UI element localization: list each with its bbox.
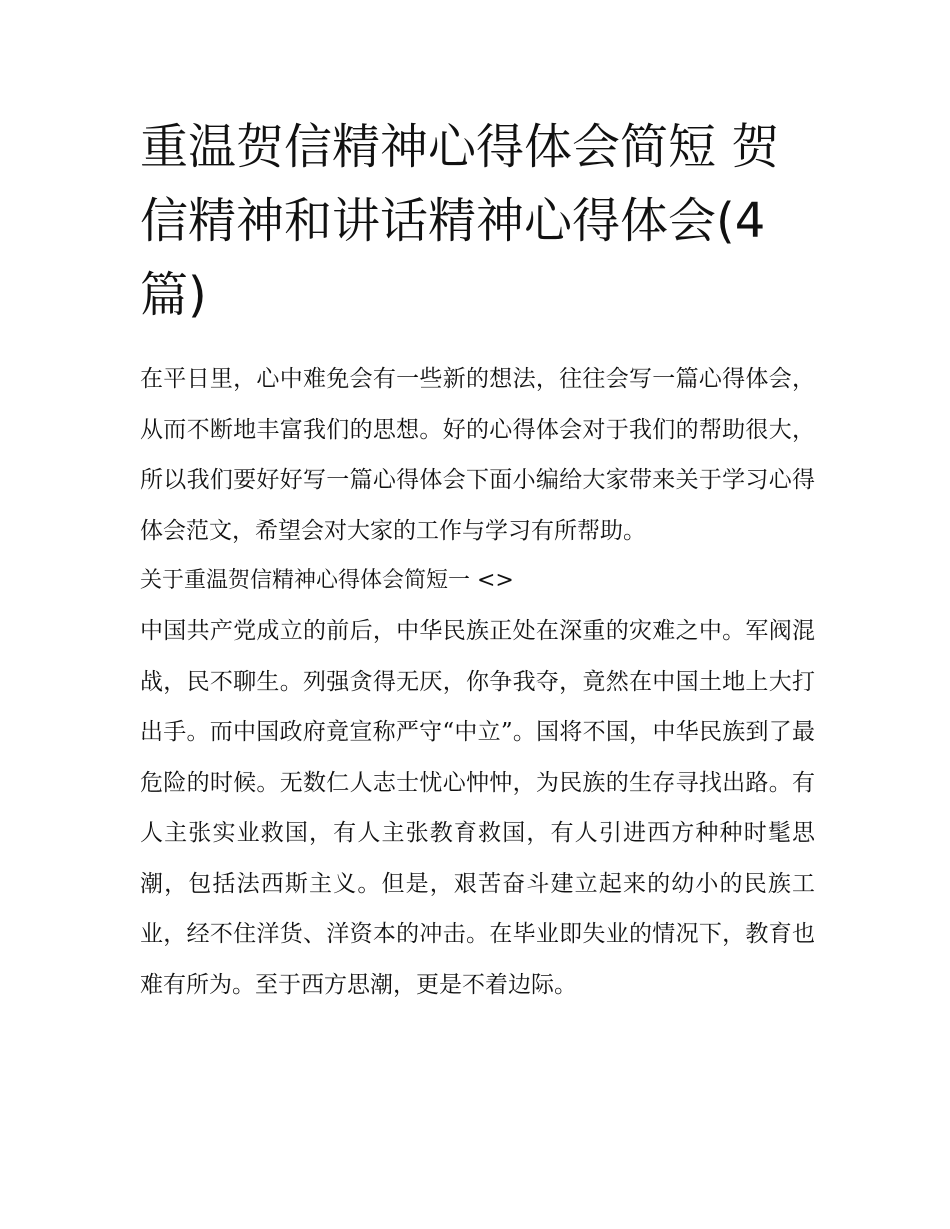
section-heading: 关于重温贺信精神心得体会简短一 <>	[140, 568, 514, 593]
document-page	[140, 110, 815, 1010]
intro-paragraph: 在平日里，心中难免会有一些新的想法，往往会写一篇心得体会，从而不断地丰富我们的思想。好的心得体会对于我们的帮助很大，所以我们要好好写一篇心得体会下面小编给大家带来关于学习心得体会范文，希望会对大家的工作与学习有所帮助。	[140, 366, 815, 544]
document-title: 重温贺信精神心得体会简短 贺信精神和讲话精神心得体会(4篇)	[140, 119, 780, 323]
body-paragraph: 中国共产党成立的前后，中华民族正处在深重的灾难之中。军阀混战，民不聊生。列强贪得无厌，你争我夺，竟然在中国土地上大打出手。而中国政府竟宣称严守“中立”。国将不国，中华民族到了最危险的时候。无数仁人志士忧心忡忡，为民族的生存寻找出路。有人主张实业救国，有人主张教育救国，有人引进西方种种时髦思潮，包括法西斯主义。但是，艰苦奋斗建立起来的幼小的民族工业，经不住洋货、洋资本的冲击。在毕业即失业的情况下，教育也难有所为。至于西方思潮，更是不着边际。	[140, 618, 815, 998]
